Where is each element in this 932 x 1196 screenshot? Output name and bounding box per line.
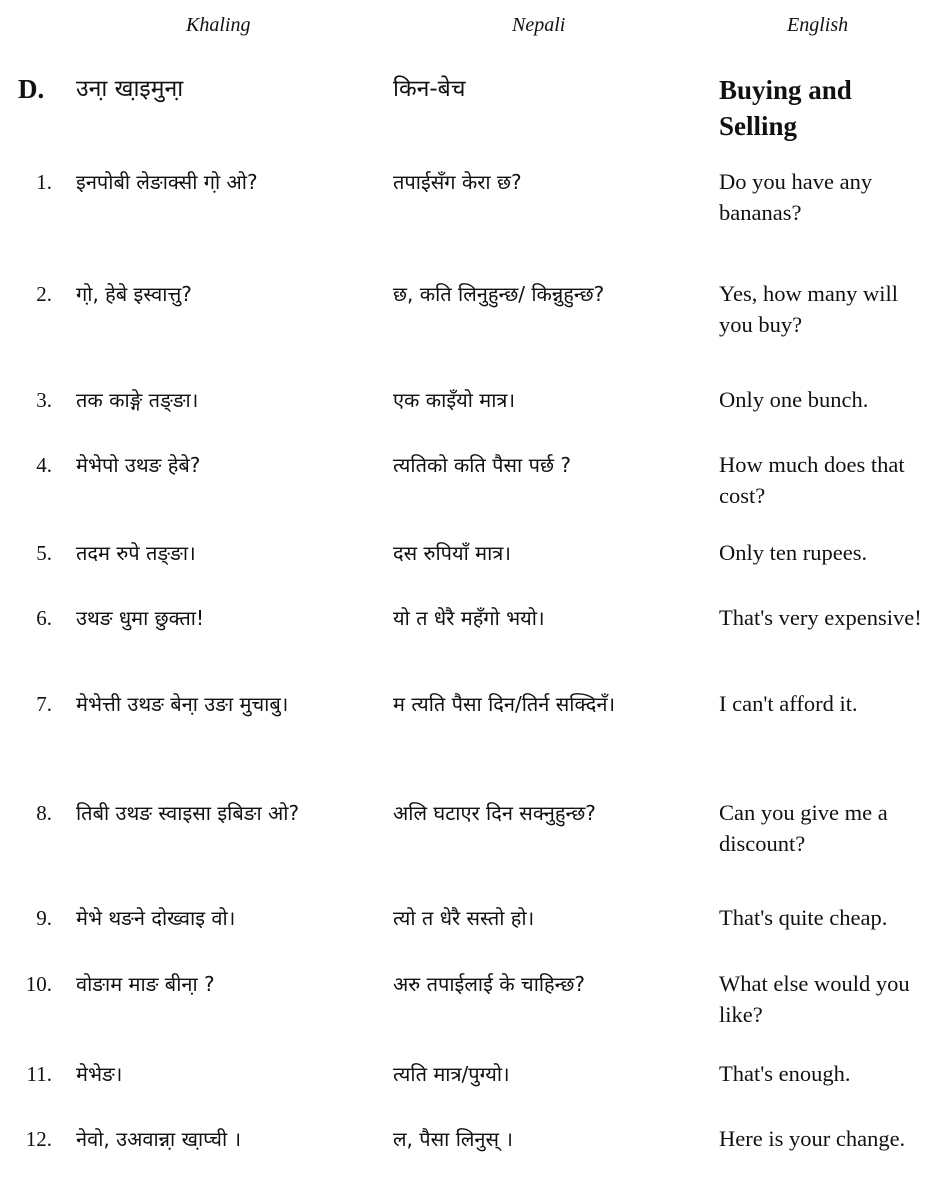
phrase-english: That's quite cheap.	[719, 905, 888, 930]
section-letter: D.	[18, 74, 45, 104]
phrase-nepali: म त्यति पैसा दिन/तिर्न सक्दिनँ।	[393, 692, 616, 716]
phrase-nepali: त्यो त धेरै सस्तो हो।	[393, 906, 535, 930]
phrase-khaling: वोङाम माङ बीना़ ?	[76, 972, 215, 996]
phrase-number: 2.	[36, 282, 52, 306]
phrase-number: 6.	[36, 606, 52, 630]
section-nepali: किन-बेच	[393, 76, 466, 102]
phrase-number: 10.	[25, 972, 52, 996]
phrase-khaling: मेभेङ।	[76, 1062, 123, 1086]
section-english: Buying and Selling	[719, 75, 852, 141]
phrase-nepali: अरु तपाईलाई के चाहिन्छ?	[393, 972, 586, 996]
phrase-number: 12.	[25, 1127, 52, 1151]
section-khaling: उना़ खा़इमुना़	[76, 76, 184, 102]
phrase-english: How much does that cost?	[719, 452, 905, 508]
phrase-nepali: अलि घटाएर दिन सक्नुहुन्छ?	[393, 801, 596, 825]
phrase-nepali: ल, पैसा लिनुस् ।	[393, 1127, 513, 1151]
phrase-khaling: तक काङ्गे तङ्ङा।	[76, 388, 199, 412]
phrase-nepali: त्यति मात्र/पुग्यो।	[393, 1062, 510, 1086]
phrase-khaling: गो़, हेबे इस्वात्तु?	[76, 282, 192, 306]
phrase-number: 7.	[36, 692, 52, 716]
phrase-english: Only one bunch.	[719, 387, 869, 412]
phrase-nepali: तपाईसँग केरा छ?	[393, 170, 522, 194]
phrase-number: 4.	[36, 453, 52, 477]
phrase-nepali: एक काइँयो मात्र।	[393, 388, 516, 412]
phrase-khaling: मेभे थङने दोख्वाइ वो।	[76, 906, 236, 930]
phrase-english: Do you have any bananas?	[719, 169, 873, 225]
phrase-nepali: त्यतिको कति पैसा पर्छ ?	[393, 453, 571, 477]
phrase-khaling: तदम रुपे तङ्ङा।	[76, 541, 196, 565]
phrase-number: 9.	[36, 906, 52, 930]
phrase-number: 1.	[36, 170, 52, 194]
phrase-khaling: तिबी उथङ स्वाइसा इबिङा ओ?	[76, 801, 300, 825]
header-english: English	[787, 14, 849, 36]
phrase-khaling: मेभेत्ती उथङ बेना़ उङा मुचाबु।	[76, 692, 289, 716]
header-nepali: Nepali	[512, 14, 566, 36]
phrase-khaling: नेवो, उअवान्ना़ खा़प्ची ।	[76, 1127, 242, 1151]
phrase-english: Can you give me a discount?	[719, 800, 888, 856]
phrase-nepali: छ, कति लिनुहुन्छ/ किन्नुहुन्छ?	[393, 282, 605, 306]
phrase-number: 11.	[26, 1062, 52, 1086]
phrase-number: 5.	[36, 541, 52, 565]
phrase-english: Yes, how many will you buy?	[719, 281, 898, 337]
phrase-english: Here is your change.	[719, 1126, 906, 1151]
phrase-english: That's very expensive!	[719, 605, 922, 630]
phrase-english: What else would you like?	[719, 971, 910, 1027]
phrase-english: That's enough.	[719, 1061, 851, 1086]
phrase-english: I can't afford it.	[719, 691, 858, 716]
phrase-number: 3.	[36, 388, 52, 412]
phrase-nepali: यो त धेरै महँगो भयो।	[393, 606, 545, 630]
phrase-number: 8.	[36, 801, 52, 825]
phrase-khaling: मेभेपो उथङ हेबे?	[76, 453, 201, 477]
phrase-khaling: उथङ धुमा छुक्ता!	[76, 606, 204, 630]
header-khaling: Khaling	[186, 14, 251, 36]
phrase-khaling: इनपोबी लेङाक्सी गो़ ओ?	[76, 170, 258, 194]
phrase-english: Only ten rupees.	[719, 540, 868, 565]
phrase-nepali: दस रुपियाँ मात्र।	[393, 541, 511, 565]
